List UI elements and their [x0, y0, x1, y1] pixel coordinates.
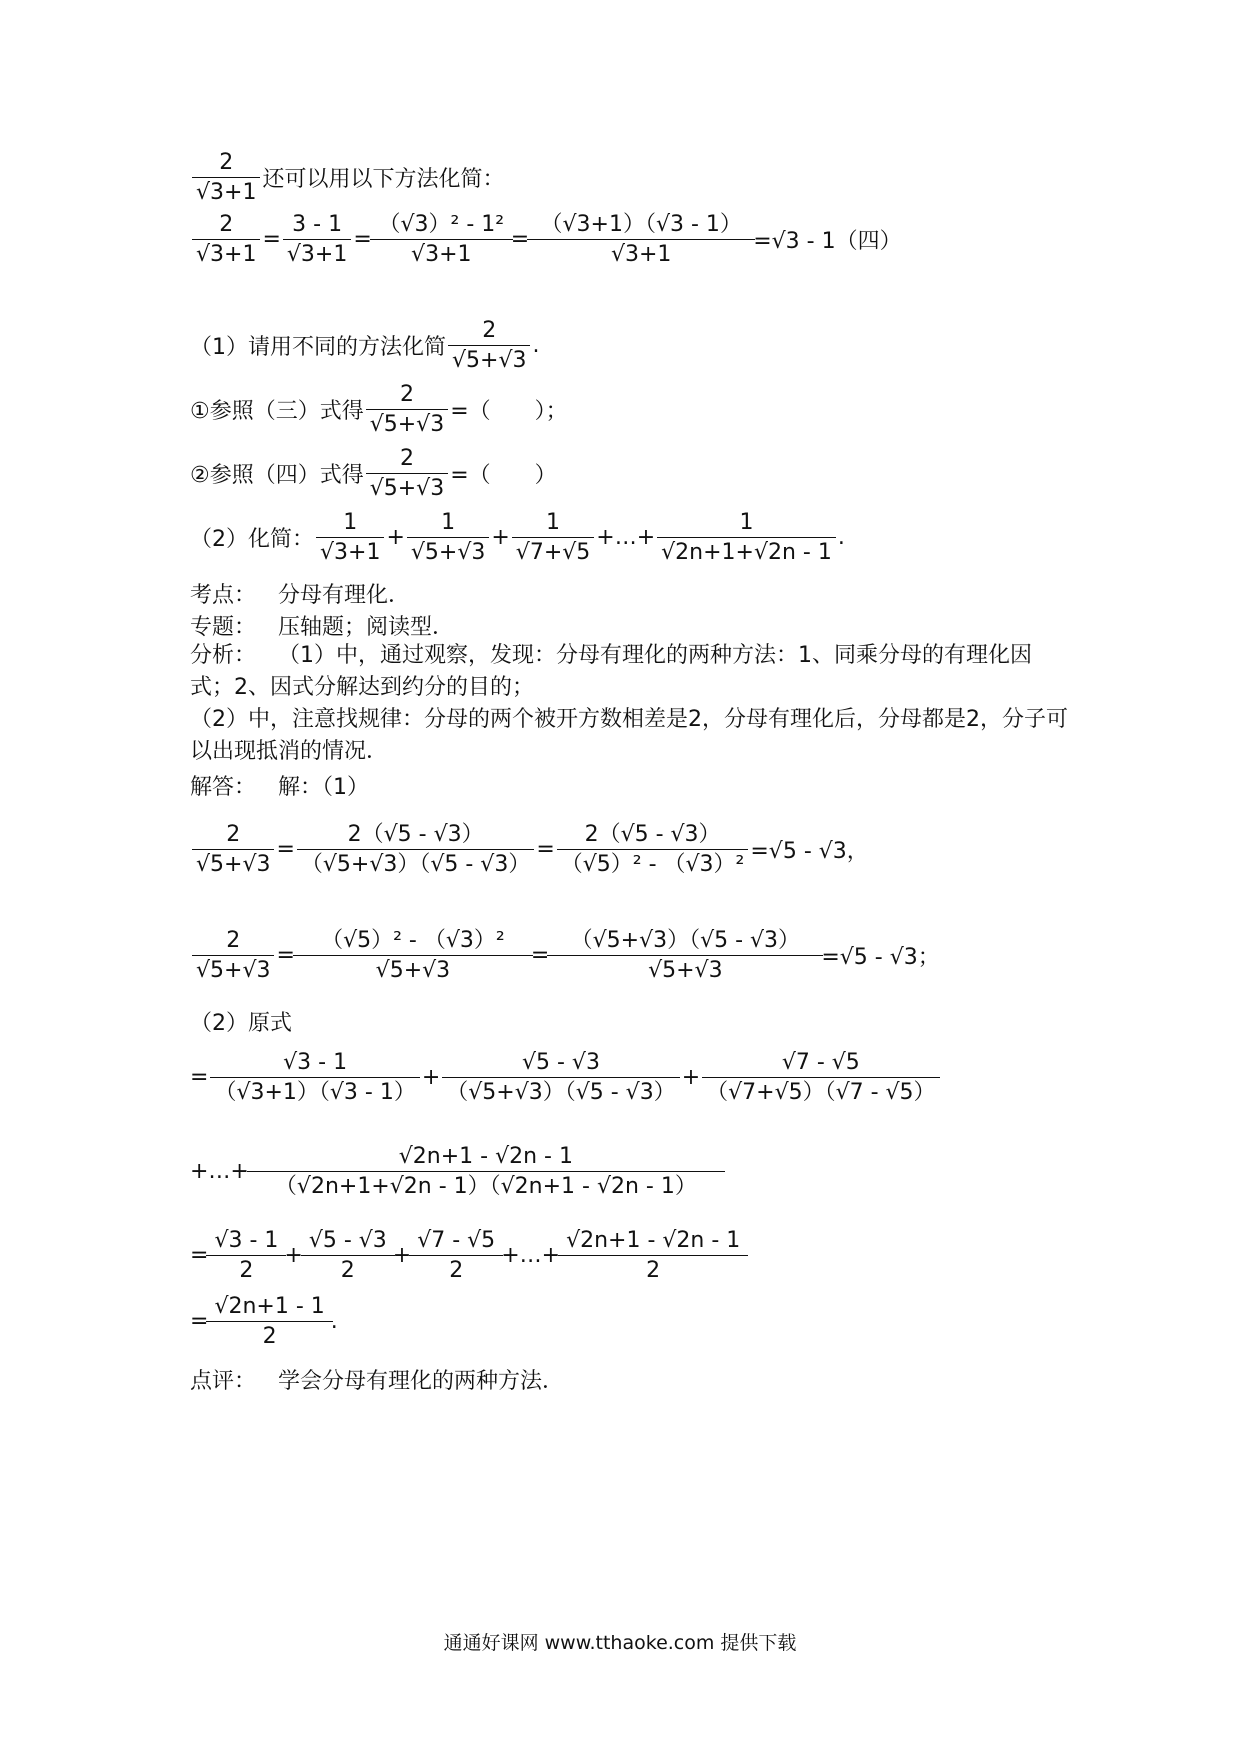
numerator: 1	[739, 510, 754, 535]
equals-sign: =	[190, 1309, 209, 1335]
denominator: √7+√5	[512, 537, 594, 565]
plus-sign: +	[386, 525, 405, 551]
fraction	[531, 212, 751, 268]
numerator: （√5）² - （√3）²	[321, 928, 505, 953]
numerator: 2	[399, 382, 414, 407]
solution-line-2	[190, 928, 940, 984]
question-1	[190, 318, 539, 374]
denominator: √5+√3	[448, 345, 530, 373]
result: =√5 - √3；	[821, 945, 940, 971]
fraction	[551, 928, 819, 984]
plus-sign: +	[392, 1243, 412, 1269]
fenxi-label: 分析：	[190, 643, 257, 668]
expansion-line-3	[190, 1228, 746, 1284]
equals-sign: =	[353, 227, 372, 253]
denominator: 2	[206, 1255, 286, 1283]
dianping-text: 学会分母有理化的两种方法．	[278, 1369, 565, 1394]
kaodian-text: 分母有理化．	[278, 583, 411, 608]
fraction	[512, 510, 594, 566]
question-2	[190, 510, 845, 566]
fraction	[192, 822, 274, 878]
numerator: 1	[441, 510, 456, 535]
denominator: √5+√3	[547, 955, 823, 983]
equals-sign: =	[190, 1243, 209, 1269]
numerator: （√3）² - 1²	[378, 212, 505, 237]
result: =√5 - √3，	[750, 839, 869, 865]
denominator: 2	[206, 1321, 332, 1349]
fenxi-row	[190, 640, 1070, 768]
numerator: 2	[219, 150, 234, 175]
denominator: √3+1	[316, 537, 384, 565]
kaodian-row	[190, 578, 410, 609]
denominator: （√5）² - （√3）²	[557, 849, 749, 877]
plus-sign: +	[421, 1065, 441, 1091]
page-footer: 通通好课网 www.tthaoke.com 提供下载	[443, 1632, 797, 1654]
zhuanti-label: 专题：	[190, 615, 257, 640]
fraction	[374, 212, 509, 268]
denominator: 2	[409, 1255, 503, 1283]
numerator: 1	[343, 510, 358, 535]
zhuanti-text: 压轴题；阅读型．	[278, 615, 455, 640]
denominator: √3+1	[527, 239, 755, 267]
expansion-line-2	[190, 1144, 723, 1200]
question-text: ②参照（四）式得	[190, 463, 364, 489]
ellipsis: +…+	[501, 1243, 561, 1269]
numerator: 2	[399, 446, 414, 471]
fraction	[448, 318, 530, 374]
fraction	[702, 1050, 939, 1106]
expansion-line-4	[190, 1294, 338, 1350]
fraction	[316, 510, 384, 566]
denominator: √3+1	[370, 239, 513, 267]
fraction	[297, 928, 529, 984]
fraction	[366, 446, 448, 502]
numerator: （√5+√3）（√5 - √3）	[570, 928, 801, 953]
denominator: √5+√3	[293, 955, 533, 983]
fraction	[210, 1228, 282, 1284]
plus-sign: +	[284, 1243, 303, 1269]
dianping-row	[190, 1364, 564, 1395]
denominator: （√7+√5）（√7 - √5）	[702, 1077, 939, 1105]
denominator: √3+1	[192, 177, 260, 205]
denominator: （√2n+1+√2n - 1）（√2n+1 - √2n - 1）	[247, 1171, 725, 1199]
denominator: （√5+√3）（√5 - √3）	[297, 849, 534, 877]
fraction	[366, 382, 448, 438]
numerator: 2（√5 - √3）	[347, 822, 484, 847]
fraction	[657, 510, 836, 566]
numerator: √7 - √5	[781, 1050, 860, 1075]
kaodian-label: 考点：	[190, 583, 257, 608]
denominator: √5+√3	[366, 473, 448, 501]
denominator: 2	[301, 1255, 395, 1283]
denominator: √5+√3	[192, 955, 274, 983]
intro-line	[190, 150, 504, 206]
denominator: √5+√3	[366, 409, 448, 437]
fraction	[210, 1294, 328, 1350]
question-text: （1）请用不同的方法化简	[190, 335, 446, 361]
answer-blank: =（ ）；	[450, 399, 568, 425]
denominator: √2n+1+√2n - 1	[657, 537, 836, 565]
fraction	[192, 150, 260, 206]
equals-sign: =	[276, 943, 295, 969]
numerator: 2	[226, 822, 241, 847]
fenxi-text-1: （1）中，通过观察，发现：分母有理化的两种方法：1、同乘分母的有理化因式；2、因式分解达到约分的目的；	[190, 643, 1032, 700]
fraction	[283, 212, 351, 268]
fenxi-text-2: （2）中，注意找规律：分母的两个被开方数相差是2，分母有理化后，分母都是2，分子可以出现抵消的情况．	[190, 707, 1068, 764]
numerator: √7 - √5	[417, 1228, 496, 1253]
question-text: ①参照（三）式得	[190, 399, 364, 425]
numerator: 2（√5 - √3）	[584, 822, 721, 847]
plus-sign: +	[491, 525, 510, 551]
equals-sign: =	[536, 837, 555, 863]
equals-sign: =	[190, 1065, 209, 1091]
ellipsis: +…+	[596, 525, 656, 551]
fraction	[251, 1144, 721, 1200]
equals-sign: =	[262, 227, 281, 253]
numerator: √5 - √3	[521, 1050, 600, 1075]
numerator: 1	[546, 510, 561, 535]
denominator: √3+1	[283, 239, 351, 267]
jieda-row	[190, 770, 369, 801]
fraction	[305, 1228, 391, 1284]
result: =√3 - 1（四）	[753, 229, 902, 255]
fraction	[442, 1050, 679, 1106]
yuanshi-row	[190, 1006, 292, 1037]
jieda-text: 解：（1）	[278, 775, 369, 800]
answer-blank: =（ ）	[450, 463, 557, 489]
numerator: √2n+1 - 1	[214, 1294, 325, 1319]
fraction	[210, 1050, 419, 1106]
question-text: （2）化简：	[190, 527, 314, 553]
period: .	[837, 525, 845, 551]
denominator: 2	[558, 1255, 748, 1283]
denominator: （√5+√3）（√5 - √3）	[442, 1077, 679, 1105]
intro-text: 还可以用以下方法化简：	[262, 167, 505, 193]
denominator: （√3+1）（√3 - 1）	[210, 1077, 419, 1105]
fraction	[557, 822, 749, 878]
question-1a	[190, 382, 568, 438]
fraction	[192, 212, 260, 268]
fraction	[562, 1228, 744, 1284]
dianping-label: 点评：	[190, 1369, 257, 1394]
period: .	[330, 1309, 338, 1335]
plus-sign: +	[681, 1065, 701, 1091]
denominator: √5+√3	[407, 537, 489, 565]
ellipsis: +…+	[190, 1159, 249, 1185]
numerator: 2	[219, 212, 234, 237]
numerator: √2n+1 - √2n - 1	[398, 1144, 573, 1169]
numerator: 2	[226, 928, 241, 953]
numerator: 2	[482, 318, 497, 343]
solution-line-1	[190, 822, 869, 878]
fraction	[297, 822, 534, 878]
jieda-label: 解答：	[190, 775, 257, 800]
numerator: 3 - 1	[292, 212, 343, 237]
fraction	[413, 1228, 499, 1284]
equals-sign: =	[510, 227, 530, 253]
numerator: √5 - √3	[308, 1228, 387, 1253]
numerator: √2n+1 - √2n - 1	[566, 1228, 741, 1253]
period: .	[532, 333, 540, 359]
zhuanti-row	[190, 610, 454, 641]
numerator: √3 - 1	[214, 1228, 279, 1253]
numerator: √3 - 1	[283, 1050, 348, 1075]
fraction	[407, 510, 489, 566]
equation-four	[190, 212, 902, 268]
denominator: √5+√3	[192, 849, 274, 877]
fraction	[192, 928, 274, 984]
denominator: √3+1	[192, 239, 260, 267]
equals-sign: =	[276, 837, 295, 863]
question-1b	[190, 446, 557, 502]
numerator: （√3+1）（√3 - 1）	[540, 212, 742, 237]
expansion-line-1	[190, 1050, 942, 1106]
yuanshi-text: （2）原式	[190, 1011, 292, 1036]
equals-sign: =	[530, 943, 550, 969]
